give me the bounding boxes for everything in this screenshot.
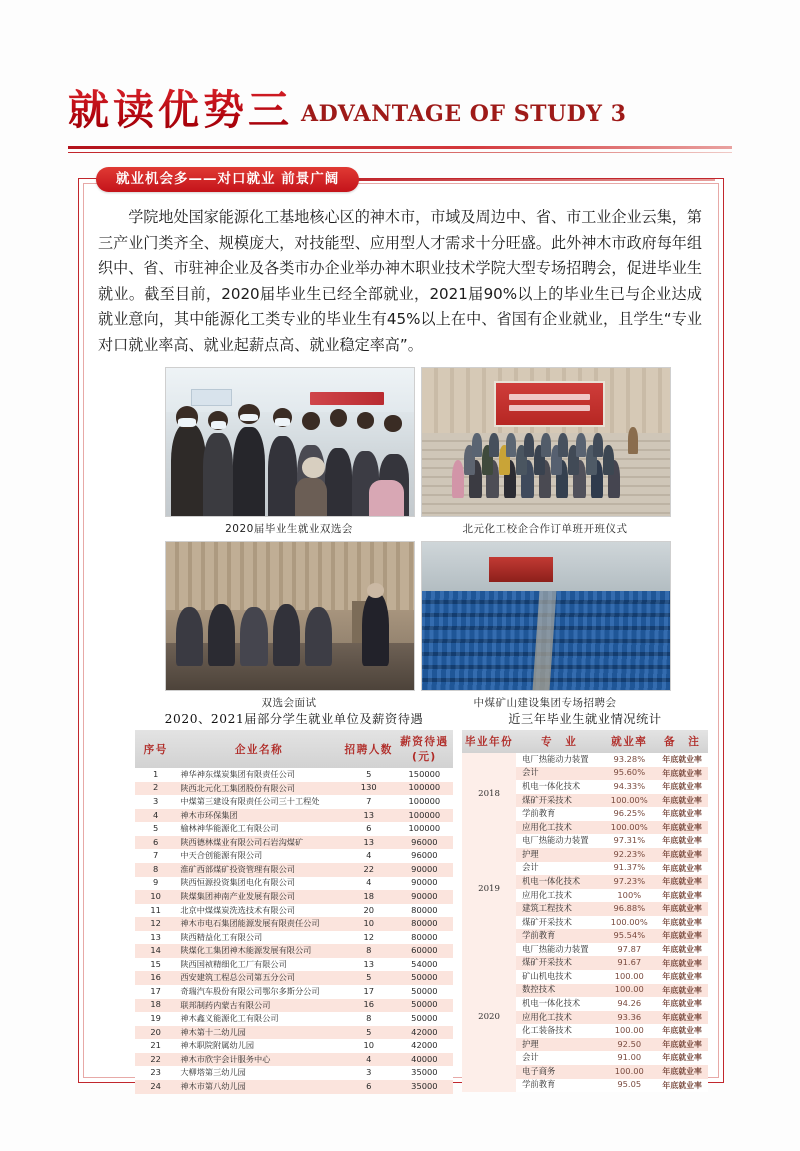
cell-serial: 22: [150, 1053, 161, 1064]
cell-serial: 20: [150, 1026, 161, 1037]
cell-name: 中煤第三建设有限责任公司三十工程处: [180, 796, 320, 807]
cell-rate: 95.60%: [613, 767, 646, 778]
table-row: [135, 795, 453, 809]
cell-major: 数控技术: [522, 984, 556, 995]
statistics-table-body: [462, 753, 708, 1092]
cell-major: 煤矿开采技术: [522, 957, 572, 968]
col-major: 专 业: [516, 730, 602, 753]
cell-note: 年底就业率: [662, 809, 702, 819]
cell-count: 13: [363, 958, 374, 969]
table-row: [135, 1039, 453, 1053]
table-row: [135, 944, 453, 958]
cell-rate: 92.50: [617, 1038, 642, 1049]
cell-count: 17: [363, 985, 374, 996]
cell-name: 北京中煤煤炭洗选技术有限公司: [180, 904, 295, 915]
col-remark: 备 注: [656, 730, 708, 753]
cell-grad-year: 2018: [462, 753, 516, 834]
employment-table-title: 2020、2021届部分学生就业单位及薪资待遇: [164, 712, 424, 726]
cell-rate: 97.31%: [613, 835, 646, 846]
cell-note: 年底就业率: [662, 836, 702, 846]
cell-serial: 4: [153, 809, 159, 820]
col-headcount: 招聘人数: [342, 730, 396, 768]
cell-note: 年底就业率: [662, 795, 702, 805]
cell-serial: 24: [150, 1080, 161, 1091]
cell-count: 4: [366, 850, 372, 861]
col-company: 企业名称: [176, 730, 341, 768]
cell-major: 会计: [522, 862, 539, 873]
col-grad-year: 毕业年份: [462, 730, 516, 753]
cell-major: 会计: [522, 767, 539, 778]
cell-name: 神木市第八幼儿园: [180, 1080, 246, 1091]
cell-rate: 91.37%: [613, 862, 646, 873]
cell-count: 12: [363, 931, 374, 942]
cell-note: 年底就业率: [662, 1039, 702, 1049]
cell-note: 年底就业率: [662, 944, 702, 954]
table-row: [135, 890, 453, 904]
subtitle-connector-line: [355, 179, 715, 181]
cell-major: 建筑工程技术: [522, 903, 572, 914]
cell-note: 年底就业率: [662, 850, 702, 860]
table-row: [462, 943, 708, 957]
cell-serial: 3: [153, 796, 159, 807]
cell-serial: 7: [153, 850, 159, 861]
cell-major: 电厂热能动力装置: [522, 753, 589, 764]
cell-grad-year: 2020: [462, 943, 516, 1092]
cell-count: 22: [363, 863, 374, 874]
table-row: [462, 753, 708, 767]
cell-rate: 96.88%: [613, 903, 646, 914]
cell-major: 应用化工技术: [522, 1011, 572, 1022]
table-row: [135, 1080, 453, 1094]
table-row: [135, 904, 453, 918]
cell-count: 8: [366, 1013, 372, 1024]
cell-salary: 50000: [411, 985, 438, 996]
cell-count: 6: [366, 823, 372, 834]
employment-table-header-row: [135, 730, 453, 768]
table-row: [135, 809, 453, 823]
cell-note: 年底就业率: [662, 999, 702, 1009]
cell-rate: 96.25%: [613, 808, 646, 819]
cell-name: 大柳塔第三幼儿园: [180, 1067, 246, 1078]
cell-major: 应用化工技术: [522, 889, 572, 900]
table-row: [135, 768, 453, 782]
cell-name: 陕煤集团神南产业发展有限公司: [180, 891, 295, 901]
cell-rate: 100.00%: [610, 821, 648, 832]
cell-name: 陕西北元化工集团股份有限公司: [180, 782, 295, 793]
cell-note: 年底就业率: [662, 755, 702, 765]
cell-name: 陕西精益化工有限公司: [180, 931, 263, 942]
cell-salary: 96000: [411, 836, 438, 847]
cell-salary: 35000: [411, 1080, 438, 1091]
cell-note: 年底就业率: [662, 782, 702, 792]
cell-note: 年底就业率: [662, 877, 702, 887]
cell-note: 年底就业率: [662, 931, 702, 941]
employment-table-section: [135, 710, 453, 1094]
table-row: [135, 1066, 453, 1080]
cell-salary: 90000: [411, 877, 438, 888]
zhongmei-recruitment-photo: [421, 541, 671, 691]
cell-major: 煤矿开采技术: [522, 916, 572, 927]
cell-name: 神木市环保集团: [180, 809, 238, 820]
cell-salary: 96000: [411, 850, 438, 861]
cell-serial: 14: [150, 945, 161, 956]
cell-count: 10: [363, 1040, 374, 1051]
cell-note: 年底就业率: [662, 1012, 702, 1022]
cell-major: 机电一体化技术: [522, 781, 581, 792]
cell-serial: 11: [150, 904, 161, 915]
cell-serial: 13: [150, 931, 161, 942]
beiyuan-chemical-ceremony-photo: [421, 367, 671, 517]
cell-name: 陕西恒源投资集团电化有限公司: [180, 877, 295, 888]
cell-serial: 5: [153, 823, 159, 834]
cell-serial: 1: [153, 768, 159, 779]
cell-salary: 42000: [411, 1040, 438, 1051]
cell-count: 16: [363, 999, 374, 1010]
cell-salary: 50000: [411, 972, 438, 983]
cell-major: 应用化工技术: [522, 821, 572, 832]
cell-name: 榆林神华能源化工有限公司: [180, 823, 279, 834]
table-row: [462, 834, 708, 848]
employment-table: [135, 730, 453, 1094]
cell-count: 13: [363, 809, 374, 820]
cell-rate: 100.00: [614, 970, 644, 981]
cell-major: 学前教育: [522, 930, 556, 941]
photo-cell-1: [165, 367, 413, 541]
cell-count: 5: [366, 1026, 372, 1037]
table-row: [135, 958, 453, 972]
job-fair-photo: [165, 367, 415, 517]
cell-note: 年底就业率: [662, 863, 702, 873]
cell-count: 3: [366, 1067, 372, 1078]
page-title-english: ADVANTAGE OF STUDY 3: [301, 101, 627, 127]
statistics-table-section: [462, 710, 708, 1092]
cell-salary: 100000: [408, 782, 441, 793]
cell-salary: 50000: [411, 999, 438, 1010]
cell-count: 4: [366, 877, 372, 888]
cell-rate: 91.67: [617, 957, 642, 968]
cell-rate: 95.54%: [613, 930, 646, 941]
header-divider: [68, 146, 732, 153]
photo-caption-2: 北元化工校企合作订单班开班仪式: [462, 523, 628, 535]
cell-serial: 10: [150, 890, 161, 901]
col-employment-rate: 就业率: [602, 730, 656, 753]
cell-note: 年底就业率: [662, 890, 702, 900]
cell-salary: 80000: [411, 904, 438, 915]
col-salary: 薪资待遇(元): [396, 730, 453, 768]
cell-major: 会计: [522, 1052, 539, 1063]
cell-rate: 100.00: [614, 1025, 644, 1036]
cell-count: 5: [366, 768, 372, 779]
cell-count: 4: [366, 1053, 372, 1064]
photo-cell-2: [421, 367, 669, 541]
cell-major: 矿山机电技术: [522, 970, 572, 981]
cell-serial: 9: [153, 877, 159, 888]
cell-major: 化工装备技术: [522, 1025, 572, 1036]
cell-serial: 18: [150, 999, 161, 1010]
cell-salary: 54000: [411, 958, 438, 969]
cell-salary: 80000: [411, 918, 438, 929]
cell-name: 神华神东煤炭集团有限责任公司: [180, 768, 295, 779]
cell-rate: 92.23%: [613, 848, 646, 859]
cell-rate: 93.28%: [613, 753, 646, 764]
table-row: [135, 877, 453, 891]
photo-gallery: [165, 367, 670, 715]
cell-serial: 17: [150, 985, 161, 996]
cell-note: 年底就业率: [662, 917, 702, 927]
interview-photo: [165, 541, 415, 691]
cell-count: 130: [360, 782, 377, 793]
cell-name: 神木职院附属幼儿园: [180, 1040, 255, 1051]
cell-salary: 40000: [411, 1053, 438, 1064]
cell-rate: 94.33%: [613, 781, 646, 792]
cell-note: 年底就业率: [662, 768, 702, 778]
table-row: [135, 917, 453, 931]
body-paragraph: 学院地处国家能源化工基地核心区的神木市，市域及周边中、省、市工业企业云集，第三产业门类齐全、规模庞大，对技能型、应用型人才需求十分旺盛。此外神木市政府每年组织中、省、市驻神企业及各类市办企业举办神木职业技术学院大型专场招聘会，促进毕业生就业。截至目前，2020届毕业生已经全部就业，2021届90%以上的毕业生已与企业达成就业意向，其中能源化工类专业的毕业生有45%以上在中、省国有企业就业，且学生“专业对口就业率高、就业起薪点高、就业稳定率高”。: [98, 208, 702, 354]
photo-row-top: [165, 367, 670, 541]
cell-rate: 100.00%: [610, 916, 648, 927]
cell-name: 西安建筑工程总公司第五分公司: [180, 972, 295, 983]
cell-salary: 100000: [408, 809, 441, 820]
employment-table-body: [135, 768, 453, 1094]
cell-name: 淮矿西部煤矿投资管理有限公司: [180, 863, 295, 874]
cell-salary: 100000: [408, 823, 441, 834]
cell-rate: 97.23%: [613, 875, 646, 886]
cell-name: 陕西德林煤业有限公司石岩沟煤矿: [180, 836, 304, 847]
cell-name: 联邦制药内蒙古有限公司: [180, 999, 271, 1010]
table-row: [135, 985, 453, 999]
cell-serial: 15: [150, 958, 161, 969]
section-subtitle-badge: 就业机会多——对口就业 前景广阔: [96, 167, 359, 192]
table-row: [135, 931, 453, 945]
cell-rate: 93.36: [617, 1011, 642, 1022]
cell-rate: 100.00: [614, 1065, 644, 1076]
photo-cell-4: [421, 541, 669, 715]
cell-note: 年底就业率: [662, 1053, 702, 1063]
cell-rate: 94.26: [617, 998, 642, 1009]
photo-row-bottom: [165, 541, 670, 715]
table-row: [135, 849, 453, 863]
cell-rate: 100.00: [614, 984, 644, 995]
cell-salary: 80000: [411, 931, 438, 942]
cell-rate: 95.05: [617, 1079, 642, 1090]
statistics-table-header-row: [462, 730, 708, 753]
page-title-chinese: 就读优势三: [68, 86, 293, 134]
cell-name: 陕西国祯精细化工厂有限公司: [180, 958, 287, 969]
cell-salary: 100000: [408, 796, 441, 807]
cell-major: 护理: [522, 848, 539, 859]
cell-salary: 35000: [411, 1067, 438, 1078]
table-row: [135, 1012, 453, 1026]
cell-serial: 8: [153, 863, 159, 874]
cell-major: 机电一体化技术: [522, 875, 581, 886]
cell-serial: 16: [150, 972, 161, 983]
cell-serial: 21: [150, 1040, 161, 1051]
table-row: [135, 1053, 453, 1067]
cell-name: 中天合创能源有限公司: [180, 850, 263, 861]
table-row: [135, 971, 453, 985]
table-row: [135, 999, 453, 1013]
cell-note: 年底就业率: [662, 972, 702, 982]
cell-serial: 23: [150, 1067, 161, 1078]
cell-major: 学前教育: [522, 1079, 556, 1090]
cell-count: 5: [366, 972, 372, 983]
cell-name: 神木第十二幼儿园: [180, 1026, 246, 1037]
cell-grad-year: 2019: [462, 834, 516, 943]
cell-note: 年底就业率: [662, 1026, 702, 1036]
cell-major: 机电一体化技术: [522, 998, 581, 1009]
cell-count: 7: [366, 796, 372, 807]
cell-rate: 100.00%: [610, 794, 648, 805]
page-header: [68, 86, 732, 148]
cell-serial: 2: [153, 782, 159, 793]
cell-major: 电厂热能动力装置: [522, 835, 589, 846]
divider-line-thick: [68, 146, 732, 149]
table-row: [135, 782, 453, 796]
cell-count: 8: [366, 945, 372, 956]
table-row: [135, 863, 453, 877]
cell-major: 护理: [522, 1038, 539, 1049]
table-row: [135, 836, 453, 850]
cell-note: 年底就业率: [662, 958, 702, 968]
cell-note: 年底就业率: [662, 1067, 702, 1077]
cell-name: 神木鑫义能源化工有限公司: [180, 1013, 279, 1024]
cell-count: 6: [366, 1080, 372, 1091]
statistics-table-title: 近三年毕业生就业情况统计: [508, 712, 662, 726]
photo-cell-3: [165, 541, 413, 715]
cell-serial: 12: [150, 918, 161, 929]
cell-note: 年底就业率: [662, 822, 702, 832]
cell-serial: 6: [153, 836, 159, 847]
cell-note: 年底就业率: [662, 1080, 702, 1090]
cell-rate: 100%: [617, 889, 642, 900]
col-serial: 序号: [135, 730, 176, 768]
table-row: [135, 822, 453, 836]
cell-salary: 150000: [408, 768, 441, 779]
cell-salary: 42000: [411, 1026, 438, 1037]
cell-note: 年底就业率: [662, 904, 702, 914]
cell-salary: 90000: [411, 863, 438, 874]
cell-salary: 60000: [411, 945, 438, 956]
cell-major: 煤矿开采技术: [522, 794, 572, 805]
cell-serial: 19: [150, 1013, 161, 1024]
photo-caption-1: 2020届毕业生就业双选会: [225, 523, 353, 535]
cell-salary: 90000: [411, 890, 438, 901]
cell-major: 电子商务: [522, 1065, 556, 1076]
cell-name: 奇瑞汽车股份有限公司鄂尔多斯分公司: [180, 985, 320, 996]
cell-salary: 50000: [411, 1013, 438, 1024]
divider-line-thin: [68, 152, 732, 154]
cell-major: 电厂热能动力装置: [522, 943, 589, 954]
cell-name: 神木市欣宇会计服务中心: [180, 1053, 271, 1064]
cell-name: 神木市电石集团能源发展有限责任公司: [180, 918, 320, 929]
cell-count: 18: [363, 890, 374, 901]
cell-name: 陕煤化工集团神木能源发展有限公司: [180, 945, 312, 956]
cell-count: 10: [363, 918, 374, 929]
cell-note: 年底就业率: [662, 985, 702, 995]
statistics-table: [462, 730, 708, 1092]
photo-caption-4: 中煤矿山建设集团专场招聘会: [473, 697, 617, 709]
photo-caption-3: 双选会面试: [261, 697, 317, 709]
cell-major: 学前教育: [522, 808, 556, 819]
cell-rate: 91.00: [617, 1052, 642, 1063]
cell-count: 13: [363, 836, 374, 847]
cell-rate: 97.87: [617, 943, 642, 954]
table-row: [135, 1026, 453, 1040]
cell-count: 20: [363, 904, 374, 915]
